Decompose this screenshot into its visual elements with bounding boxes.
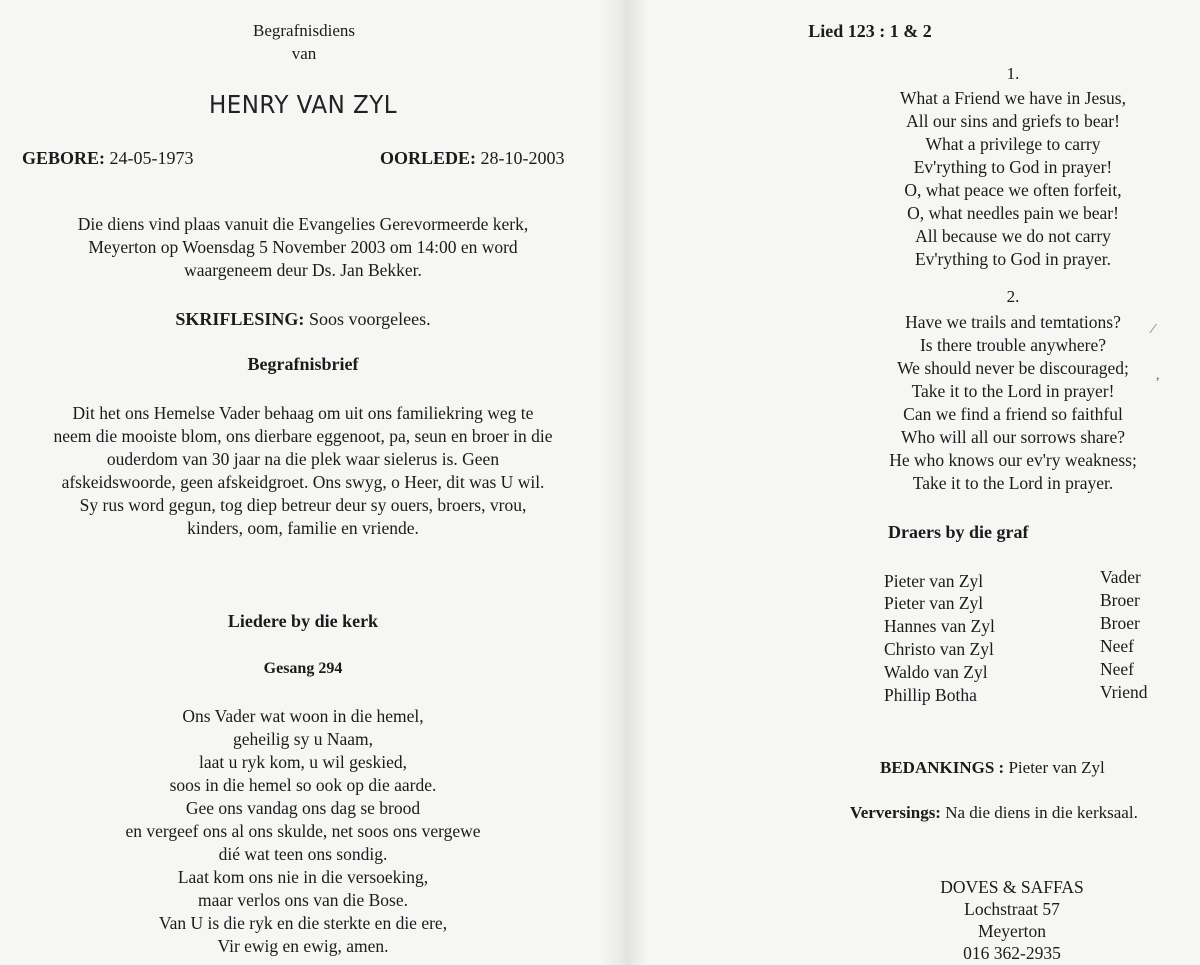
service-line: Meyerton op Woensdag 5 November 2003 om 14:00 en word <box>88 237 518 257</box>
heading-line1: Begrafnisdiens <box>253 21 355 40</box>
song-line: Van U is die ryk en die sterkte en die ere, <box>158 913 448 933</box>
bearer-relation: Broer <box>1100 613 1140 633</box>
bearer-name: Phillip Botha <box>884 685 977 705</box>
thanks-line <box>880 758 1105 778</box>
died-date: 28-10-2003 <box>480 148 565 168</box>
bearer-name: Waldo van Zyl <box>884 662 988 682</box>
song-line: Laat kom ons nie in die versoeking, <box>177 867 429 887</box>
undertaker-line: Meyerton <box>977 921 1047 941</box>
died-line <box>380 148 565 169</box>
bearer-name: Pieter van Zyl <box>884 571 984 591</box>
service-details <box>0 213 606 282</box>
song-line: laat u ryk kom, u wil geskied, <box>198 752 408 772</box>
verse-line: O, what needles pain we bear! <box>907 203 1119 223</box>
deceased-name: HENRY VAN ZYL <box>208 90 398 119</box>
died-label: OORLEDE: <box>380 148 477 168</box>
bearer-row <box>884 592 1174 615</box>
verse-line: All our sins and griefs to bear! <box>906 111 1120 131</box>
song-line: soos in die hemel so ook op die aarde. <box>169 775 437 795</box>
reading-label: SKRIFLESING: <box>175 309 305 329</box>
bearer-relation: Vader <box>1100 567 1141 587</box>
undertaker-line: DOVES & SAFFAS <box>940 877 1084 897</box>
song-text <box>0 705 606 958</box>
bearer-row <box>884 684 1174 707</box>
pen-mark: ⁄ <box>1152 322 1155 337</box>
born-label: GEBORE: <box>22 148 106 168</box>
refreshments-value: Na die diens in die kerksaal. <box>945 803 1138 822</box>
reading-line <box>0 309 606 330</box>
undertaker-block <box>872 876 1152 964</box>
letter-line: Dit het ons Hemelse Vader behaag om uit ons familiekring weg te <box>72 403 534 423</box>
verse2-number: 2. <box>1006 287 1020 306</box>
bearers-list <box>884 569 1174 707</box>
bearers-title: Draers by die graf <box>888 522 1029 542</box>
verse-line: Have we trails and temtations? <box>905 312 1121 332</box>
born-line <box>22 148 194 169</box>
bearer-row <box>884 569 1174 592</box>
hymn-title: Lied 123 : 1 & 2 <box>808 21 932 41</box>
song-name: Gesang 294 <box>263 660 343 677</box>
refreshments-line <box>850 803 1138 823</box>
verse-line: All because we do not carry <box>915 226 1111 246</box>
verse-line: What a Friend we have in Jesus, <box>900 88 1126 108</box>
thanks-value: Pieter van Zyl <box>1008 758 1105 777</box>
song-line: Vir ewig en ewig, amen. <box>217 936 389 956</box>
pen-dot: , <box>1156 368 1160 383</box>
verse-line: Is there trouble anywhere? <box>919 335 1107 355</box>
service-line: Die diens vind plaas vanuit die Evangelies Gerevormeerde kerk, <box>77 214 529 234</box>
verse-line: Ev'rything to God in prayer! <box>913 157 1113 177</box>
verse-line: What a privilege to carry <box>925 134 1101 154</box>
letter-line: neem die mooiste blom, ons dierbare eggenoot, pa, seun en broer in die <box>53 426 553 446</box>
bearer-relation: Neef <box>1100 659 1135 679</box>
song-line: maar verlos ons van die Bose. <box>198 890 408 910</box>
verse1-text <box>643 87 1200 271</box>
song-line: dié wat teen ons sondig. <box>218 844 388 864</box>
bearer-row <box>884 638 1174 661</box>
bearer-name: Pieter van Zyl <box>884 593 984 613</box>
letter-title: Begrafnisbrief <box>247 354 359 374</box>
verse-line: He who knows our ev'ry weakness; <box>889 450 1137 470</box>
verse-line: We should never be discouraged; <box>897 358 1129 378</box>
reading-value: Soos voorgelees. <box>308 309 431 329</box>
right-page <box>640 0 1200 965</box>
song-line: Ons Vader wat woon in die hemel, <box>182 706 424 726</box>
song-line: Gee ons vandag ons dag se brood <box>185 798 421 818</box>
bearer-row <box>884 615 1174 638</box>
undertaker-line: Lochstraat 57 <box>964 899 1060 919</box>
bearer-relation: Neef <box>1100 636 1135 656</box>
refreshments-label: Verversings: <box>850 803 941 822</box>
bearer-relation: Vriend <box>1100 682 1148 702</box>
verse1-number: 1. <box>1006 64 1020 83</box>
heading-line2: van <box>291 44 317 63</box>
verse2-text <box>643 311 1200 495</box>
verse-line: Take it to the Lord in prayer. <box>912 473 1114 493</box>
bearer-relation: Broer <box>1100 590 1140 610</box>
service-line: waargeneem deur Ds. Jan Bekker. <box>184 260 422 280</box>
bearer-name: Hannes van Zyl <box>884 616 995 636</box>
born-date: 24-05-1973 <box>109 148 194 168</box>
verse-line: Who will all our sorrows share? <box>900 427 1126 447</box>
letter-line: kinders, oom, familie en vriende. <box>187 518 419 538</box>
song-line: geheilig sy u Naam, <box>233 729 373 749</box>
verse-line: Ev'rything to God in prayer. <box>914 249 1112 269</box>
letter-line: Sy rus word gegun, tog diep betreur deur sy ouers, broers, vrou, <box>79 495 527 515</box>
songs-title: Liedere by die kerk <box>227 611 379 631</box>
verse-line: O, what peace we often forfeit, <box>904 180 1122 200</box>
thanks-label: BEDANKINGS : <box>880 758 1005 777</box>
letter-line: afskeidswoorde, geen afskeidgroet. Ons swyg, o Heer, dit was U wil. <box>61 472 545 492</box>
letter-line: ouderdom van 30 jaar na die plek waar sielerus is. Geen <box>106 449 500 469</box>
verse-line: Take it to the Lord in prayer! <box>911 381 1115 401</box>
letter-text <box>0 402 606 540</box>
bearer-row <box>884 661 1174 684</box>
bearer-name: Christo van Zyl <box>884 639 994 659</box>
undertaker-line: 016 362-2935 <box>963 943 1061 963</box>
song-line: en vergeef ons al ons skulde, net soos ons vergewe <box>125 821 481 841</box>
verse-line: Can we find a friend so faithful <box>903 404 1123 424</box>
